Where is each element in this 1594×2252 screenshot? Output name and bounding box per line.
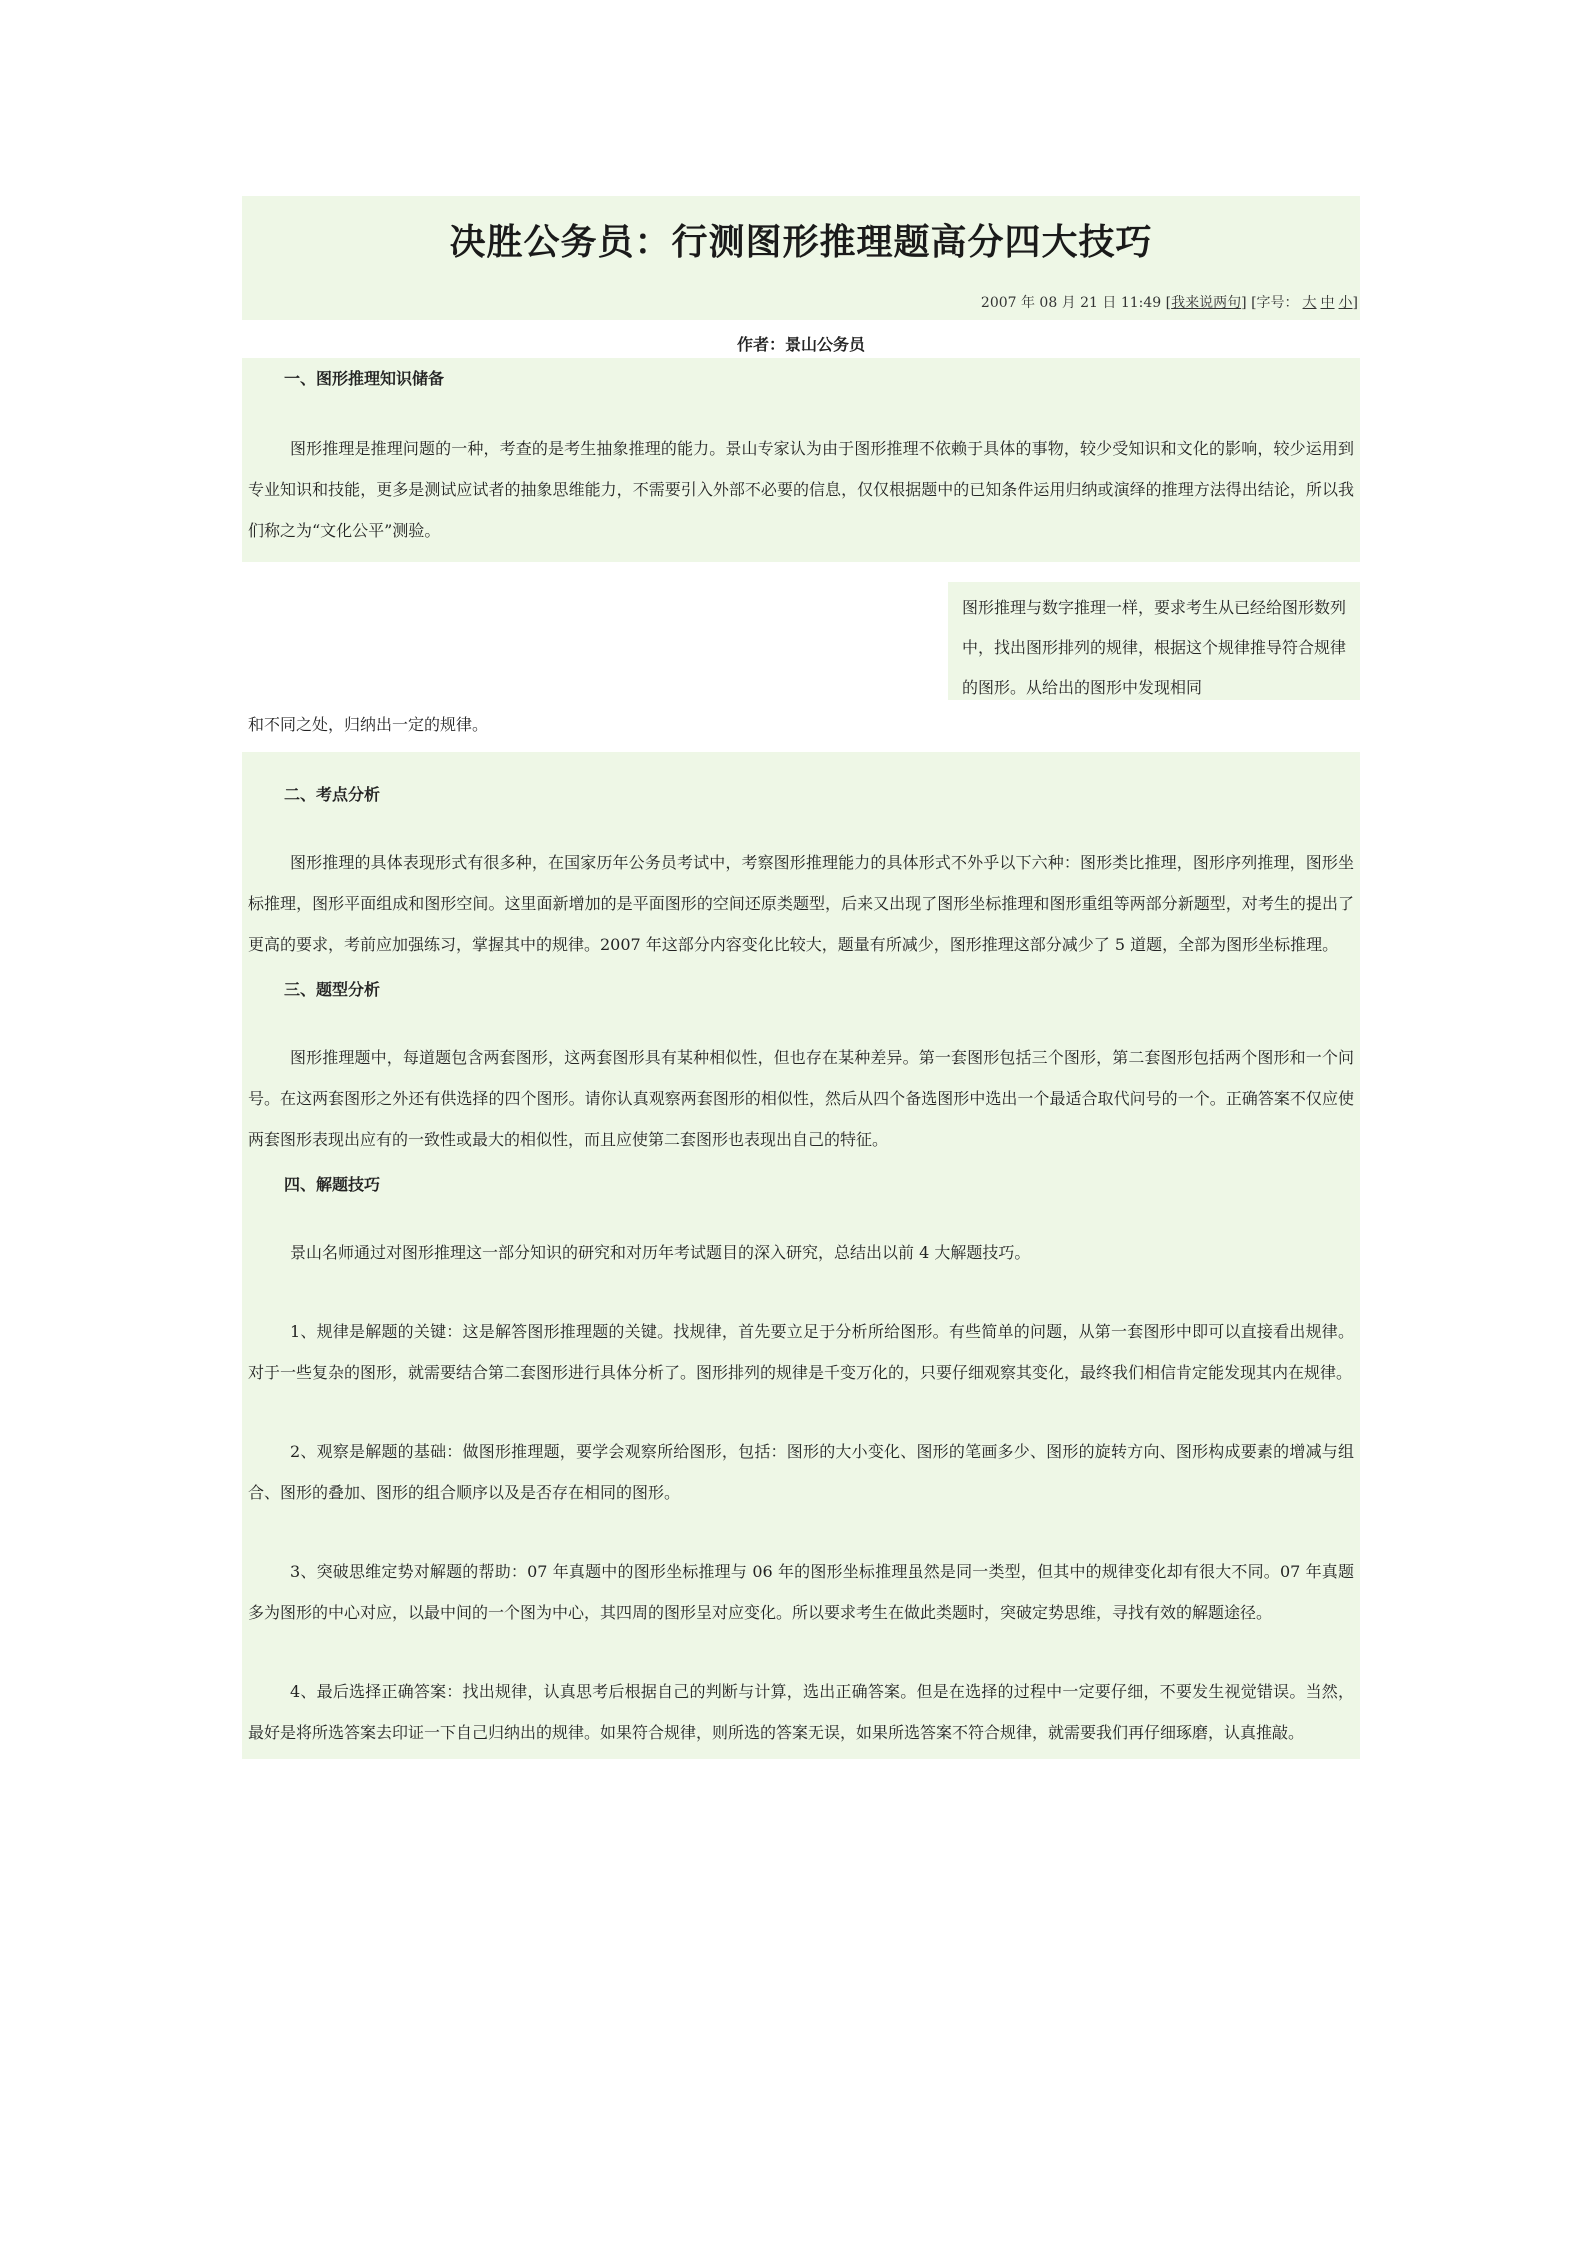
section-1-heading: 一、图形推理知识储备 xyxy=(284,369,445,388)
font-size-small-link[interactable]: 小 xyxy=(1338,295,1353,311)
section-3-heading: 三、题型分析 xyxy=(284,980,381,999)
tip-4: 4、最后选择正确答案：找出规律，认真思考后根据自己的判断与计算，选出正确答案。但是在选择的过程中一定要仔细，不要发生视觉错误。当然，最好是将所选答案去印证一下自己归纳出的规律。如果符合规律，则所选的答案无误，如果所选答案不符合规律，就需要我们再仔细琢磨，认真推敲。 xyxy=(248,1682,1354,1742)
section-3-paragraph: 图形推理题中，每道题包含两套图形，这两套图形具有某种相似性，但也存在某种差异。第一套图形包括三个图形，第二套图形包括两个图形和一个问号。在这两套图形之外还有供选择的四个图形。请你认真观察两套图形的相似性，然后从四个备选图形中选出一个最适合取代问号的一个。正确答案不仅应使两套图形表现出应有的一致性或最大的相似性，而且应使第二套图形也表现出自己的特征。 xyxy=(248,1048,1354,1149)
section-1-float-block xyxy=(242,582,1360,752)
font-size-label: 字号： xyxy=(1256,295,1299,311)
font-size-medium-link[interactable]: 中 xyxy=(1320,295,1335,311)
section-4-intro: 景山名师通过对图形推理这一部分知识的研究和对历年考试题目的深入研究，总结出以前 4 大解题技巧。 xyxy=(290,1243,1031,1262)
article-meta: 2007 年 08 月 21 日 11:49 [我来说两句] [字号： 大 中 小] xyxy=(980,295,1358,311)
section-1-paragraph: 图形推理是推理问题的一种，考查的是考生抽象推理的能力。景山专家认为由于图形推理不依赖于具体的事物，较少受知识和文化的影响，较少运用到专业知识和技能，更多是测试应试者的抽象思维能力，不需要引入外部不必要的信息，仅仅根据题中的已知条件运用归纳或演绎的推理方法得出结论，所以我们称之为“文化公平”测验。 xyxy=(248,439,1354,540)
title-block xyxy=(242,196,1360,320)
section-1-float-text: 图形推理与数字推理一样，要求考生从已经给图形数列中，找出图形排列的规律，根据这个规律推导符合规律的图形。从给出的图形中发现相同 xyxy=(962,598,1347,697)
tip-2: 2、观察是解题的基础：做图形推理题，要学会观察所给图形，包括：图形的大小变化、图形的笔画多少、图形的旋转方向、图形构成要素的增减与组合、图形的叠加、图形的组合顺序以及是否存在相同的图形。 xyxy=(248,1442,1354,1502)
font-size-large-link[interactable]: 大 xyxy=(1302,295,1317,311)
section-2-heading: 二、考点分析 xyxy=(284,785,381,804)
page-title: 决胜公务员：行测图形推理题高分四大技巧 xyxy=(449,221,1153,263)
tip-1: 1、规律是解题的关键：这是解答图形推理题的关键。找规律，首先要立足于分析所给图形。有些简单的问题，从第一套图形中即可以直接看出规律。对于一些复杂的图形，就需要结合第二套图形进行具体分析了。图形排列的规律是千变万化的，只要仔细观察其变化，最终我们相信肯定能发现其内在规律。 xyxy=(248,1322,1354,1382)
section-2-paragraph: 图形推理的具体表现形式有很多种，在国家历年公务员考试中，考察图形推理能力的具体形式不外乎以下六种：图形类比推理，图形序列推理，图形坐标推理，图形平面组成和图形空间。这里面新增加的是平面图形的空间还原类题型，后来又出现了图形坐标推理和图形重组等两部分新题型，对考生的提出了更高的要求，考前应加强练习，掌握其中的规律。2007 年这部分内容变化比较大，题量有所减少，图形推理这部分减少了 5 道题，全部为图形坐标推理。 xyxy=(248,853,1354,954)
main-content xyxy=(242,752,1360,1759)
author-line: 作者：景山公务员 xyxy=(736,335,865,354)
section-1-float-box xyxy=(948,582,1360,700)
comment-link[interactable]: 我来说两句 xyxy=(1171,295,1242,311)
section-1 xyxy=(242,358,1360,562)
publish-date: 2007 年 08 月 21 日 11:49 xyxy=(980,295,1162,311)
section-4-heading: 四、解题技巧 xyxy=(284,1175,381,1194)
article xyxy=(242,196,1360,1759)
tip-3: 3、突破思维定势对解题的帮助：07 年真题中的图形坐标推理与 06 年的图形坐标推理虽然是同一类型，但其中的规律变化却有很大不同。07 年真题多为图形的中心对应，以最中间的一个图为中心，其四周的图形呈对应变化。所以要求考生在做此类题时，突破定势思维，寻找有效的解题途径。 xyxy=(248,1562,1354,1622)
section-1-float-tail: 和不同之处，归纳出一定的规律。 xyxy=(242,702,1366,748)
